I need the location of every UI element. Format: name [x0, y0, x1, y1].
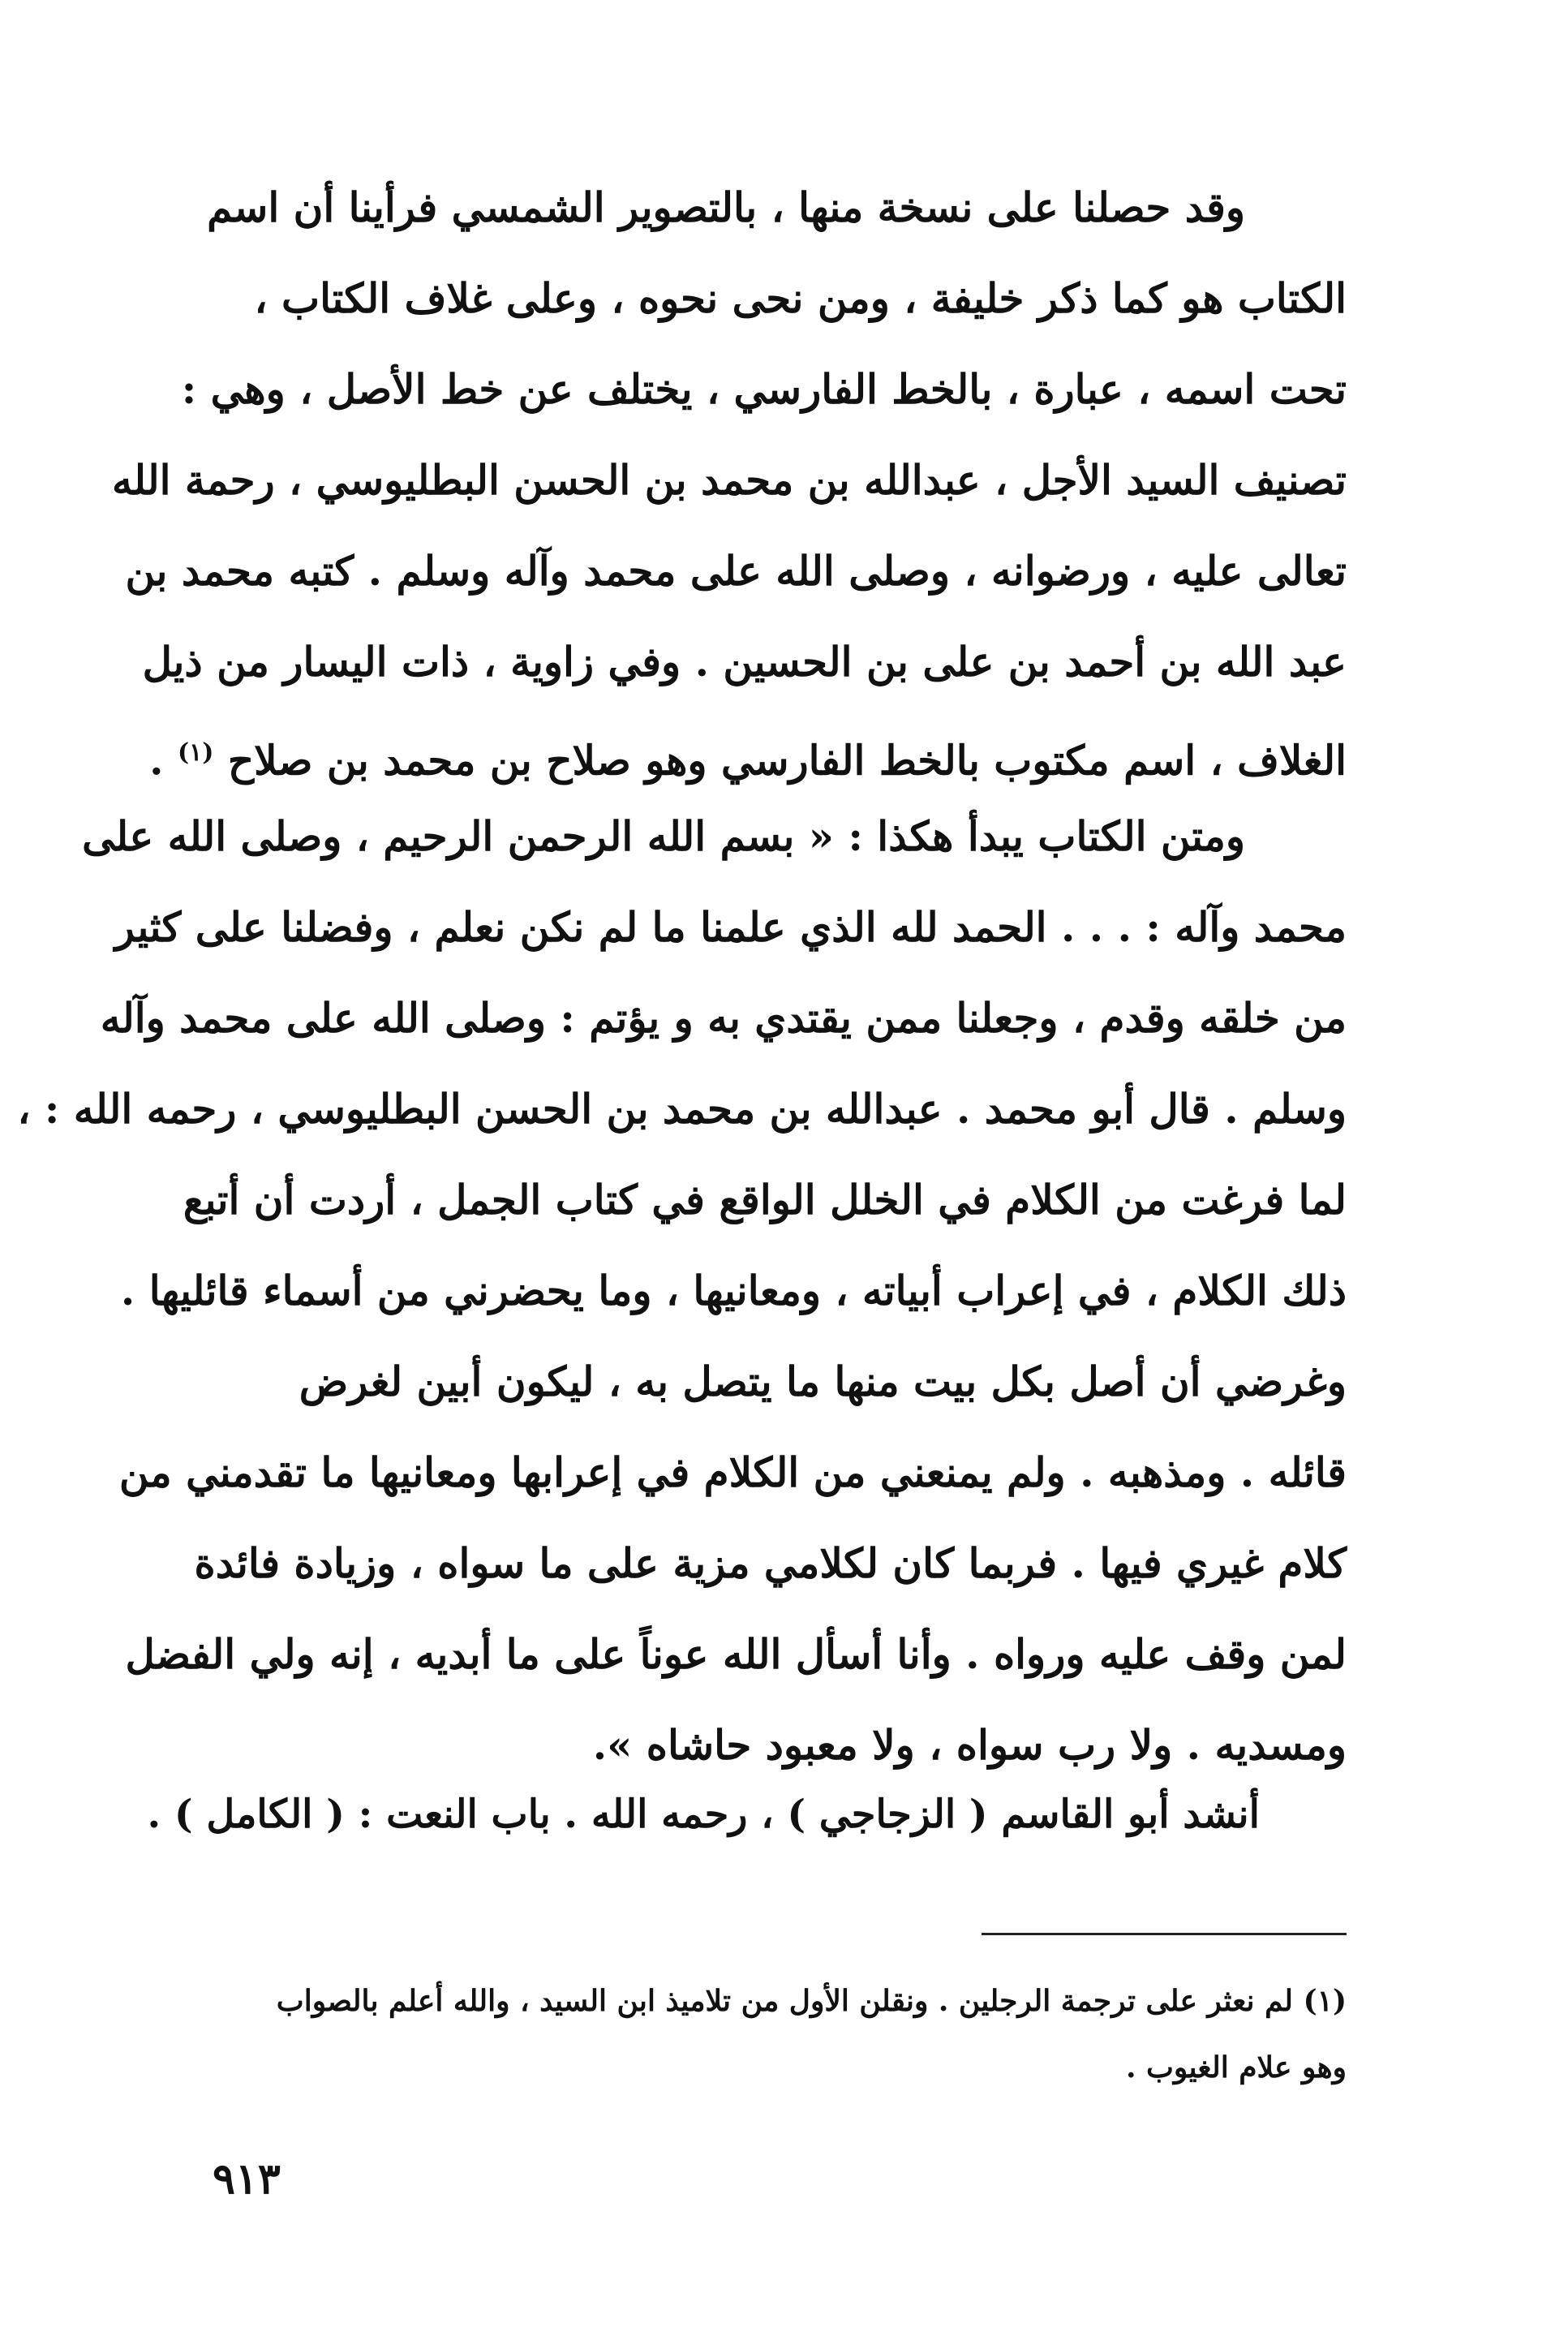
text-line-last — [149, 708, 1347, 798]
text-line: من خلقه وقدم ، وجعلنا ممن يقتدي به و يؤتم : وصلى الله على محمد وآله — [100, 994, 1347, 1042]
footnote-reference: (١) — [177, 738, 214, 767]
footnote — [215, 1968, 1347, 2101]
footnote-divider — [982, 1933, 1347, 1935]
text-line: الكتاب هو كما ذكر خليفة ، ومن نحى نحوه ، وعلى غلاف الكتاب ، — [254, 274, 1347, 322]
text-line: تصنيف السيد الأجل ، عبدالله بن محمد بن الحسن البطليوسي ، رحمة الله — [111, 456, 1347, 504]
text-line: تعالى عليه ، ورضوانه ، وصلى الله على محمد وآله وسلم . كتبه محمد بن — [125, 547, 1347, 595]
page-number: ٩١٣ — [213, 2154, 281, 2204]
text-line-content: الغلاف ، اسم مكتوب بالخط الفارسي وهو صلاح بن محمد بن صلاح — [227, 736, 1347, 785]
text-line: ومسديه . ولا رب سواه ، ولا معبود حاشاه ». — [592, 1721, 1347, 1769]
footnote-line: (١) لم نعثر على ترجمة الرجلين . ونقلن الأول من تلاميذ ابن السيد ، والله أعلم بالصواب — [276, 1984, 1347, 2018]
text-line: وسلم . قال أبو محمد . عبدالله بن محمد بن الحسن البطليوسي ، رحمه الله : ، — [17, 1085, 1347, 1133]
text-line: لمن وقف عليه ورواه . وأنا أسأل الله عوناً على ما أبديه ، إنه ولي الفضل — [125, 1630, 1347, 1678]
sentence-end: . — [149, 736, 164, 785]
text-line: قائله . ومذهبه . ولم يمنعني من الكلام في إعرابها ومعانيها ما تقدمني من — [118, 1448, 1347, 1496]
text-line: وغرضي أن أصل بكل بيت منها ما يتصل به ، ليكون أبين لغرض — [299, 1358, 1347, 1405]
paragraph-manuscript-description — [111, 162, 1347, 798]
text-line: محمد وآله : . . . الحمد لله الذي علمنا ما لم نكن نعلم ، وفضلنا على كثير — [114, 903, 1347, 951]
text-line: عبد الله بن أحمد بن على بن الحسين . وفي زاوية ، ذات اليسار من ذيل — [142, 638, 1347, 686]
verse-introduction: أنشد أبو القاسم ( الزجاجي ) ، رحمه الله . باب النعت : ( الكامل ) . — [147, 1792, 1260, 1837]
footnote-line: وهو علام الغيوب . — [1125, 2050, 1347, 2085]
text-line: تحت اسمه ، عبارة ، بالخط الفارسي ، يختلف عن خط الأصل ، وهي : — [181, 365, 1347, 413]
text-line: لما فرغت من الكلام في الخلل الواقع في كتاب الجمل ، أردت أن أتبع — [183, 1176, 1347, 1224]
text-line: كلام غيري فيها . فربما كان لكلامي مزية على ما سواه ، وزيادة فائدة — [194, 1539, 1347, 1587]
paragraph-book-opening — [17, 791, 1347, 1791]
text-line: ذلك الكلام ، في إعراب أبياته ، ومعانيها ، وما يحضرني من أسماء قائليها . — [120, 1267, 1347, 1314]
text-line: وقد حصلنا على نسخة منها ، بالتصوير الشمسي فرأينا أن اسم — [207, 183, 1245, 231]
text-line: ومتن الكتاب يبدأ هكذا : « بسم الله الرحمن الرحيم ، وصلى الله على — [82, 812, 1245, 860]
